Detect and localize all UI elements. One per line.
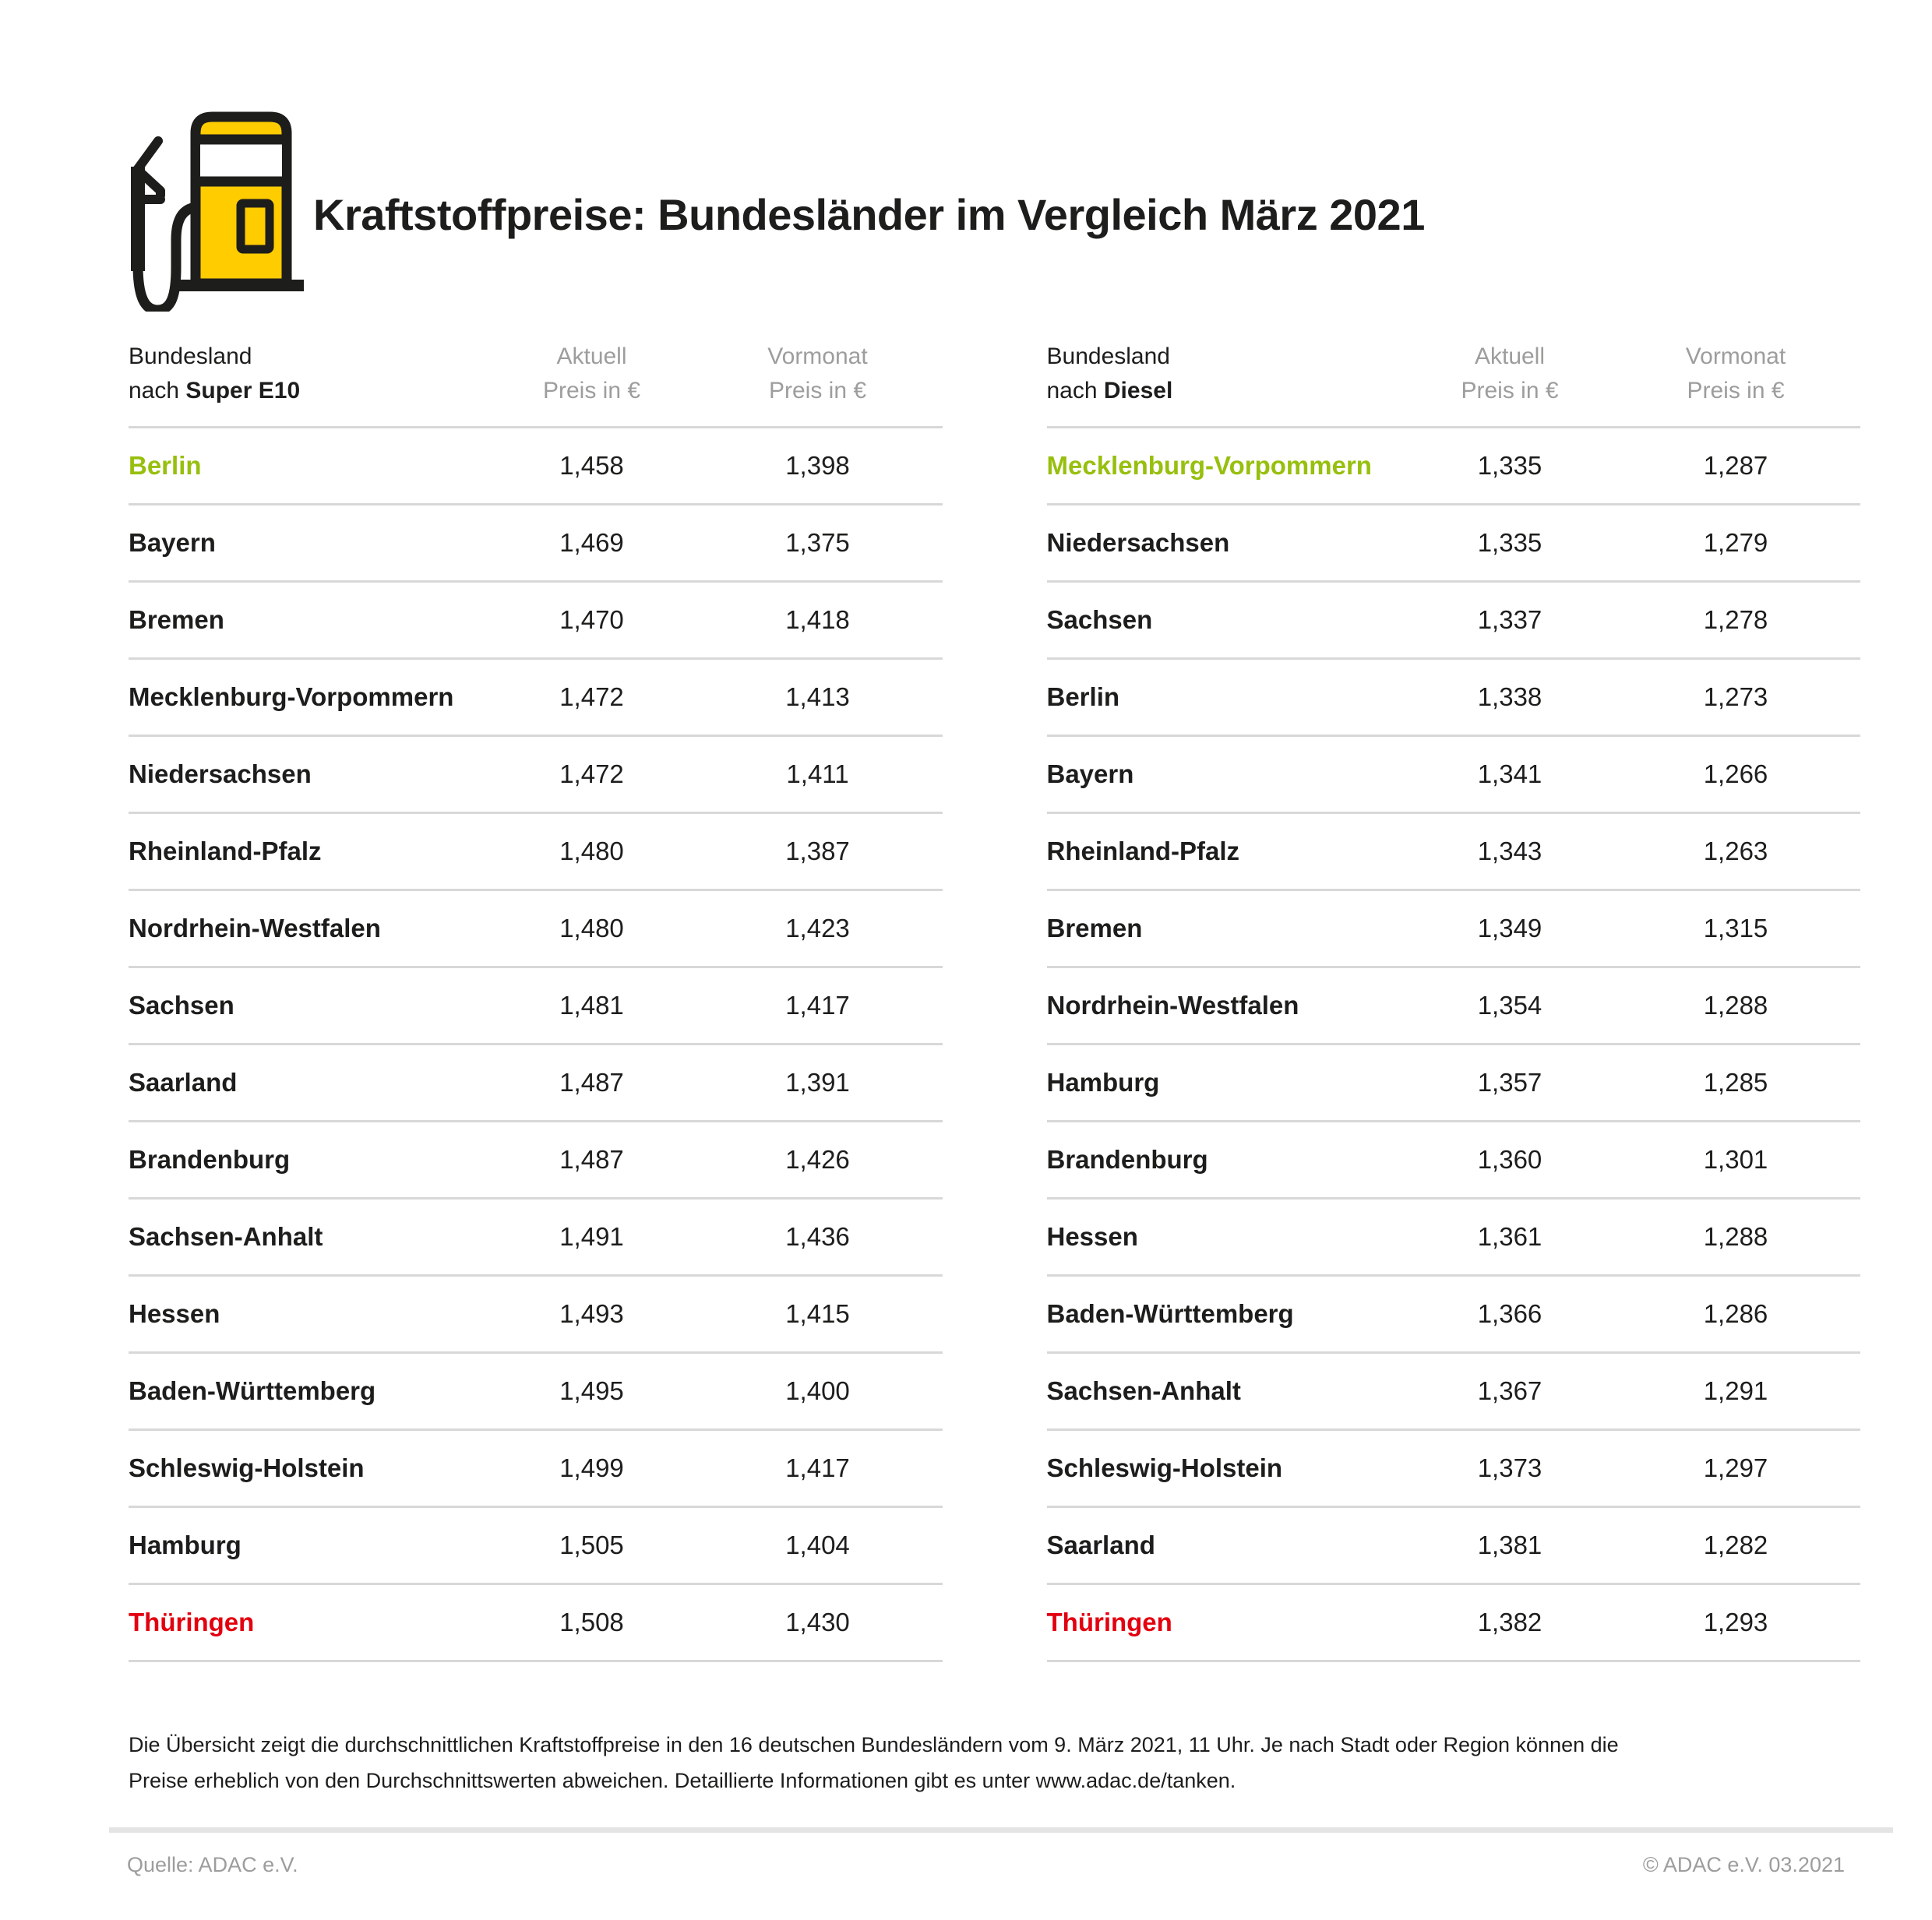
vormonat-price: 1,263: [1703, 837, 1768, 865]
state-name: Schleswig-Holstein: [1046, 1453, 1283, 1482]
footer: [0, 1683, 1932, 1877]
vormonat-price: 1,387: [785, 837, 850, 865]
state-name: Hamburg: [129, 1531, 242, 1559]
vormonat-price: 1,273: [1703, 682, 1768, 711]
aktuell-price: 1,337: [1477, 605, 1542, 634]
head-line2-prefix: nach: [1046, 377, 1104, 403]
state-name: Sachsen-Anhalt: [129, 1222, 323, 1251]
aktuell-price: 1,373: [1477, 1453, 1542, 1482]
vormonat-price: 1,301: [1703, 1145, 1768, 1174]
state-name: Sachsen: [1046, 605, 1153, 634]
vormonat-price: 1,288: [1703, 1222, 1768, 1251]
table-row: [1047, 1277, 1861, 1354]
table-row: [1047, 1585, 1861, 1662]
vormonat-price: 1,286: [1703, 1299, 1768, 1328]
aktuell-price: 1,470: [559, 605, 624, 634]
vormonat-price: 1,287: [1703, 451, 1768, 480]
state-name: Thüringen: [1046, 1608, 1172, 1636]
table-rows: [129, 426, 943, 1662]
vormonat-price: 1,413: [785, 682, 850, 711]
table-row: [129, 891, 943, 968]
footnote-text: [0, 1683, 1932, 1799]
vormonat-price: 1,279: [1703, 528, 1768, 557]
state-name: Niedersachsen: [1046, 528, 1230, 557]
aktuell-price: 1,335: [1477, 528, 1542, 557]
table-row: [1047, 737, 1861, 814]
state-name: Niedersachsen: [129, 759, 312, 788]
aktuell-price: 1,357: [1477, 1068, 1542, 1097]
table-row: [1047, 506, 1861, 583]
column-header-vormonat: Vormonat Preis in €: [767, 343, 868, 403]
vormonat-price: 1,291: [1703, 1376, 1768, 1405]
state-name: Bremen: [129, 605, 224, 634]
state-name: Rheinland-Pfalz: [129, 837, 322, 865]
aktuell-price: 1,505: [559, 1531, 624, 1559]
vormonat-price: 1,417: [785, 1453, 850, 1482]
table-row: [129, 660, 943, 737]
source-right: © ADAC e.V. 03.2021: [1642, 1852, 1845, 1876]
state-name: Brandenburg: [129, 1145, 291, 1174]
state-name: Baden-Württemberg: [129, 1376, 376, 1405]
table-row: [1047, 428, 1861, 506]
fuel-pump-icon: [125, 105, 308, 312]
vormonat-price: 1,315: [1703, 914, 1768, 942]
state-name: Bremen: [1046, 914, 1143, 942]
table-row: [129, 737, 943, 814]
vormonat-price: 1,436: [785, 1222, 850, 1251]
table-row: [129, 1354, 943, 1431]
vormonat-price: 1,426: [785, 1145, 850, 1174]
table-row: [129, 1585, 943, 1662]
table-rows: [1047, 426, 1861, 1662]
aktuell-price: 1,366: [1477, 1299, 1542, 1328]
aktuell-price: 1,469: [559, 528, 624, 557]
aktuell-price: 1,472: [559, 682, 624, 711]
table-row: [129, 814, 943, 891]
fuel-type-label: Diesel: [1103, 377, 1173, 403]
state-name: Thüringen: [129, 1608, 255, 1636]
table-head: [1047, 340, 1861, 426]
table-row: [1047, 1045, 1861, 1122]
state-name: Saarland: [1046, 1531, 1155, 1559]
aktuell-price: 1,487: [559, 1068, 624, 1097]
column-header-bundesland: [129, 340, 491, 407]
table-row: [1047, 1431, 1861, 1508]
aktuell-price: 1,354: [1477, 991, 1542, 1020]
tables-area: [0, 312, 1932, 1662]
table-row: [129, 583, 943, 660]
table-row: [1047, 1354, 1861, 1431]
vormonat-price: 1,375: [785, 528, 850, 557]
table-super-e10: [129, 340, 943, 1662]
state-name: Bayern: [1046, 759, 1134, 788]
vormonat-price: 1,285: [1703, 1068, 1768, 1097]
page-title: Kraftstoffpreise: Bundesländer im Vergleich März 2021: [313, 190, 1425, 239]
aktuell-price: 1,481: [559, 991, 624, 1020]
fuel-type-label: Super E10: [185, 377, 301, 403]
vormonat-price: 1,418: [785, 605, 850, 634]
table-row: [129, 1045, 943, 1122]
source-row: [0, 1833, 1932, 1877]
aktuell-price: 1,381: [1477, 1531, 1542, 1559]
aktuell-price: 1,480: [559, 914, 624, 942]
table-diesel: [1047, 340, 1861, 1662]
state-name: Hessen: [129, 1299, 220, 1328]
aktuell-price: 1,367: [1477, 1376, 1542, 1405]
vormonat-price: 1,415: [785, 1299, 850, 1328]
vormonat-price: 1,430: [785, 1608, 850, 1636]
aktuell-price: 1,508: [559, 1608, 624, 1636]
vormonat-price: 1,278: [1703, 605, 1768, 634]
aktuell-price: 1,335: [1477, 451, 1542, 480]
aktuell-price: 1,338: [1477, 682, 1542, 711]
aktuell-price: 1,349: [1477, 914, 1542, 942]
state-name: Baden-Württemberg: [1046, 1299, 1294, 1328]
aktuell-price: 1,360: [1477, 1145, 1542, 1174]
table-row: [1047, 814, 1861, 891]
column-header-aktuell: Aktuell Preis in €: [1461, 343, 1559, 403]
head-line1: Bundesland: [1046, 343, 1170, 369]
state-name: Sachsen-Anhalt: [1046, 1376, 1241, 1405]
aktuell-price: 1,382: [1477, 1608, 1542, 1636]
table-head: [129, 340, 943, 426]
state-name: Berlin: [1046, 682, 1120, 711]
state-name: Mecklenburg-Vorpommern: [129, 682, 454, 711]
table-row: [1047, 1122, 1861, 1200]
vormonat-price: 1,266: [1703, 759, 1768, 788]
vormonat-price: 1,282: [1703, 1531, 1768, 1559]
aktuell-price: 1,493: [559, 1299, 624, 1328]
table-row: [129, 1122, 943, 1200]
vormonat-price: 1,400: [785, 1376, 850, 1405]
table-row: [129, 1277, 943, 1354]
aktuell-price: 1,495: [559, 1376, 624, 1405]
state-name: Saarland: [129, 1068, 238, 1097]
vormonat-price: 1,391: [785, 1068, 850, 1097]
table-row: [1047, 583, 1861, 660]
table-row: [1047, 968, 1861, 1045]
state-name: Nordrhein-Westfalen: [1046, 991, 1299, 1020]
state-name: Hamburg: [1046, 1068, 1160, 1097]
state-name: Bayern: [129, 528, 216, 557]
aktuell-price: 1,341: [1477, 759, 1542, 788]
header: [0, 0, 1932, 312]
table-row: [1047, 1508, 1861, 1585]
vormonat-price: 1,293: [1703, 1608, 1768, 1636]
vormonat-price: 1,417: [785, 991, 850, 1020]
table-row: [129, 1200, 943, 1277]
aktuell-price: 1,458: [559, 451, 624, 480]
aktuell-price: 1,499: [559, 1453, 624, 1482]
state-name: Sachsen: [129, 991, 234, 1020]
vormonat-price: 1,404: [785, 1531, 850, 1559]
table-row: [129, 428, 943, 506]
head-line1: Bundesland: [129, 343, 252, 369]
table-row: [1047, 660, 1861, 737]
state-name: Brandenburg: [1046, 1145, 1208, 1174]
aktuell-price: 1,343: [1477, 837, 1542, 865]
vormonat-price: 1,423: [785, 914, 850, 942]
vormonat-price: 1,297: [1703, 1453, 1768, 1482]
footnote-line2: Preise erheblich von den Durchschnittswerten abweichen. Detaillierte Informationen gibt es unter www.adac.de/tanken.: [129, 1769, 1236, 1793]
table-row: [129, 968, 943, 1045]
aktuell-price: 1,480: [559, 837, 624, 865]
state-name: Nordrhein-Westfalen: [129, 914, 381, 942]
column-header-aktuell: Aktuell Preis in €: [542, 343, 641, 403]
footer-divider: [109, 1827, 1893, 1833]
head-line2-prefix: nach: [129, 377, 186, 403]
footnote-line1: Die Übersicht zeigt die durchschnittlichen Kraftstoffpreise in den 16 deutschen Bundesländern vom 9. März 2021, 11 Uhr. Je nach Stadt oder Region können die: [129, 1733, 1619, 1756]
aktuell-price: 1,361: [1477, 1222, 1542, 1251]
state-name: Rheinland-Pfalz: [1046, 837, 1240, 865]
aktuell-price: 1,491: [559, 1222, 624, 1251]
state-name: Schleswig-Holstein: [129, 1453, 365, 1482]
table-row: [129, 1431, 943, 1508]
aktuell-price: 1,487: [559, 1145, 624, 1174]
table-row: [1047, 1200, 1861, 1277]
state-name: Mecklenburg-Vorpommern: [1046, 451, 1372, 480]
vormonat-price: 1,398: [785, 451, 850, 480]
source-left: Quelle: ADAC e.V.: [127, 1852, 298, 1876]
vormonat-price: 1,288: [1703, 991, 1768, 1020]
column-header-vormonat: Vormonat Preis in €: [1685, 343, 1786, 403]
column-header-bundesland: [1047, 340, 1409, 407]
state-name: Berlin: [129, 451, 202, 480]
table-row: [1047, 891, 1861, 968]
aktuell-price: 1,472: [559, 759, 624, 788]
table-row: [129, 506, 943, 583]
state-name: Hessen: [1046, 1222, 1138, 1251]
table-row: [129, 1508, 943, 1585]
vormonat-price: 1,411: [786, 759, 849, 788]
